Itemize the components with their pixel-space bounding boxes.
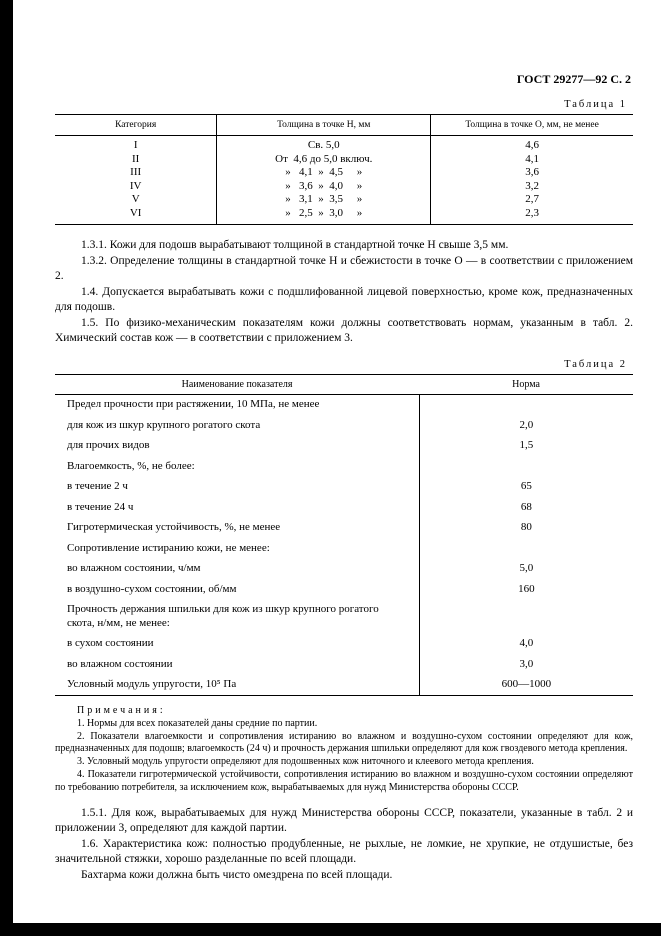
indicator-cell: для кож из шкур крупного рогатого скота — [67, 418, 261, 431]
table-row — [55, 456, 633, 477]
closing-paragraphs — [55, 806, 633, 884]
table-row — [55, 180, 633, 194]
table-row — [55, 415, 633, 436]
norm-cell: 80 — [419, 518, 633, 539]
norm-cell: 3,0 — [419, 654, 633, 675]
table-2-section — [55, 359, 633, 697]
table-row — [55, 579, 633, 600]
indicator-cell: Прочность держания шпильки для кож из шкур крупного рогатого скота, н/мм, не менее: — [67, 603, 379, 629]
left-black-border — [0, 0, 13, 936]
thickness-o-cell: 3,2 — [431, 180, 633, 194]
table-1 — [55, 114, 633, 225]
table-row — [55, 654, 633, 675]
table-2 — [55, 374, 633, 697]
table-row — [55, 559, 633, 580]
category-cell: IV — [129, 179, 142, 192]
norm-cell — [419, 456, 633, 477]
table-row — [55, 207, 633, 225]
norm-cell — [419, 394, 633, 415]
norm-cell — [419, 538, 633, 559]
indicator-cell: Влагоемкость, %, не более: — [67, 459, 195, 472]
paragraph-1-6: 1.6. Характеристика кож: полностью продубленные, не рыхлые, не ломкие, не хрупкие, не отдушистые, без значительной стяжки, хорошо разделанные по всей площади. — [55, 837, 633, 866]
thickness-h-cell: » 2,5 » 3,0 » — [217, 207, 431, 225]
indicator-cell: Сопротивление истиранию кожи, не менее: — [67, 541, 270, 554]
table-row — [55, 136, 633, 153]
note-item-2: 2. Показатели влагоемкости и сопротивления истиранию во влажном и воздушно-сухом состоянии определяют для кож, предназначенных для подошв; влагоемкость (24 ч) и прочность держания шпильки определяют для кож гвоздевого метода крепления. — [55, 730, 633, 755]
thickness-o-cell: 2,3 — [431, 207, 633, 225]
table-row — [55, 193, 633, 207]
thickness-h-cell: Св. 5,0 — [217, 136, 431, 153]
indicator-cell: во влажном состоянии, ч/мм — [67, 562, 201, 574]
note-item-1: 1. Нормы для всех показателей даны средние по партии. — [77, 717, 318, 729]
thickness-h-cell: » 3,6 » 4,0 » — [217, 180, 431, 194]
indicator-cell: в воздушно-сухом состоянии, об/мм — [67, 582, 237, 595]
paragraph-1-5-1: 1.5.1. Для кож, вырабатываемых для нужд Министерства обороны СССР, показатели, указанные в табл. 2 и приложении 3, определяют для каждой партии. — [55, 806, 633, 835]
category-cell: V — [131, 193, 140, 205]
note-item-3: 3. Условный модуль упругости определяют для подошвенных кож ниточного и клеевого метода крепления. — [77, 756, 534, 768]
table-2-col-norm: Норма — [419, 374, 633, 394]
document-header: ГОСТ 29277—92 С. 2 — [516, 72, 631, 86]
table-row — [55, 634, 633, 655]
indicator-cell: Предел прочности при растяжении, 10 МПа, не менее — [67, 398, 320, 410]
notes-section — [55, 705, 633, 795]
body-paragraphs — [55, 238, 633, 347]
thickness-o-cell: 3,6 — [431, 166, 633, 180]
table-row — [55, 538, 633, 559]
category-cell: VI — [129, 206, 142, 219]
thickness-h-cell: » 3,1 » 3,5 » — [217, 193, 431, 207]
indicator-cell: в сухом состоянии — [67, 637, 154, 649]
norm-cell: 600—1000 — [419, 675, 633, 696]
table-row — [55, 153, 633, 167]
paragraph-1-5: 1.5. По физико-механическим показателям кожи должны соответствовать нормам, указанным в табл. 2. Химический состав кож — в соответствии с приложением 3. — [55, 316, 633, 344]
paragraph-1-6-continued: Бахтарма кожи должна быть чисто омездрена по всей площади. — [81, 868, 393, 881]
thickness-o-cell: 2,7 — [431, 193, 633, 207]
table-1-label: Таблица 1 — [564, 99, 627, 110]
bottom-black-border — [0, 923, 661, 936]
norm-cell: 5,0 — [419, 559, 633, 580]
table-1-header-row — [55, 115, 633, 136]
norm-cell: 65 — [419, 477, 633, 498]
table-1-col-category: Категория — [55, 115, 217, 136]
table-row — [55, 436, 633, 457]
notes-label: Примечания: — [77, 705, 166, 716]
indicator-cell: в течение 2 ч — [67, 480, 128, 492]
norm-cell: 4,0 — [419, 634, 633, 655]
norm-cell — [419, 600, 633, 634]
table-2-header-row — [55, 374, 633, 394]
category-cell: II — [132, 152, 140, 165]
norm-cell: 2,0 — [419, 415, 633, 436]
thickness-o-cell: 4,1 — [431, 153, 633, 167]
paragraph-1-4: 1.4. Допускается вырабатывать кожи с подшлифованной лицевой поверхностью, кроме кож, предназначенных для подошв. — [55, 285, 633, 313]
thickness-o-cell: 4,6 — [431, 136, 633, 153]
table-row — [55, 518, 633, 539]
indicator-cell: для прочих видов — [67, 439, 150, 451]
table-row — [55, 166, 633, 180]
table-2-col-indicator: Наименование показателя — [55, 374, 419, 394]
paragraph-1-3-2: 1.3.2. Определение толщины в стандартной точке Н и сбежистости в точке О — в соответствии с приложением 2. — [55, 254, 633, 282]
table-1-col-thickness-h: Толщина в точке Н, мм — [217, 115, 431, 136]
table-row — [55, 675, 633, 696]
category-cell: I — [133, 139, 138, 151]
category-cell: III — [130, 166, 142, 178]
table-row — [55, 600, 633, 634]
indicator-cell: Условный модуль упругости, 10⁵ Па — [67, 678, 237, 690]
norm-cell: 68 — [419, 497, 633, 518]
table-2-label: Таблица 2 — [564, 358, 627, 370]
norm-cell: 160 — [419, 579, 633, 600]
table-row — [55, 394, 633, 415]
table-1-col-thickness-o: Толщина в точке О, мм, не менее — [431, 115, 633, 136]
page-content — [55, 72, 633, 883]
thickness-h-cell: От 4,6 до 5,0 включ. — [217, 153, 431, 167]
indicator-cell: Гигротермическая устойчивость, %, не менее — [67, 521, 281, 533]
paragraph-1-3-1: 1.3.1. Кожи для подошв вырабатывают толщиной в стандартной точке Н свыше 3,5 мм. — [81, 239, 509, 251]
indicator-cell: во влажном состоянии — [67, 657, 173, 670]
table-row — [55, 477, 633, 498]
norm-cell: 1,5 — [419, 436, 633, 457]
thickness-h-cell: » 4,1 » 4,5 » — [217, 166, 431, 180]
note-item-4: 4. Показатели гигротермической устойчивости, сопротивления истиранию во влажном и воздушно-сухом состоянии определяют по требованию потребителя, за исключением кож, вырабатываемых для нужд Министерства обороны СССР. — [55, 768, 633, 793]
table-row — [55, 497, 633, 518]
indicator-cell: в течение 24 ч — [67, 500, 134, 513]
